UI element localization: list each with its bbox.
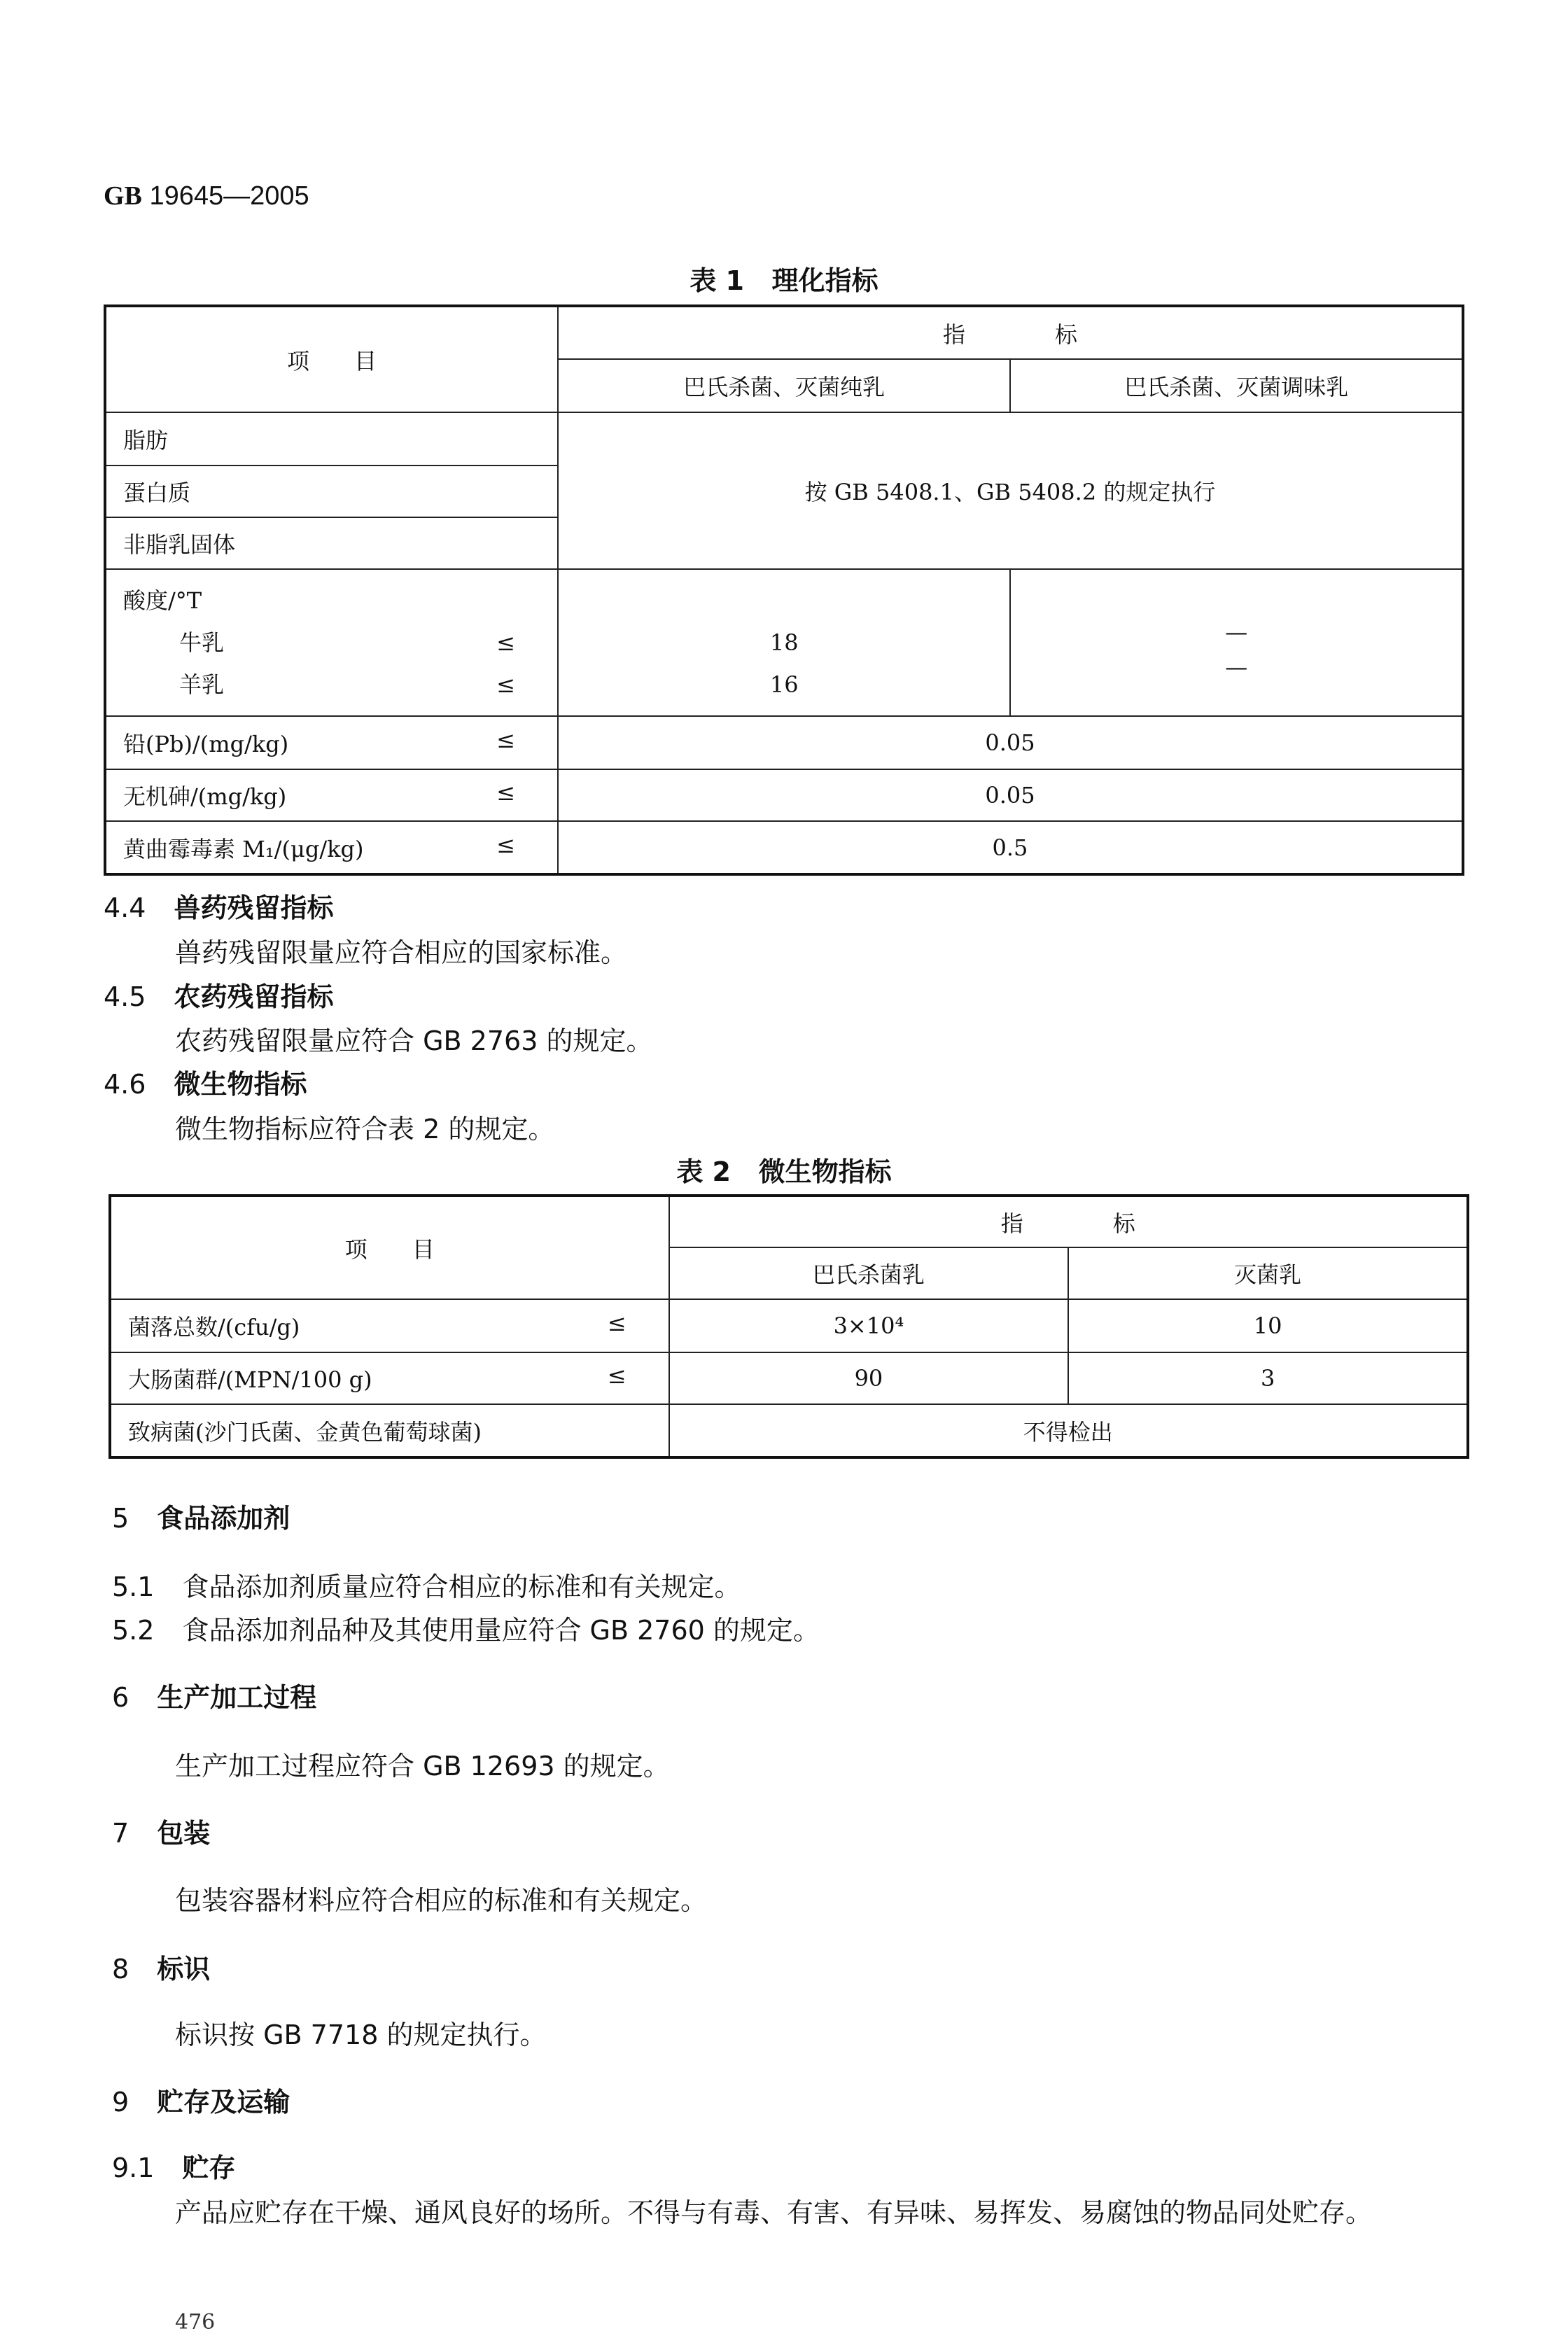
section-4-4-heading xyxy=(104,886,333,925)
colony-sterilized-value: 10 xyxy=(1068,1299,1468,1352)
section-4-6-heading xyxy=(104,1063,307,1101)
le-symbol: ≤ xyxy=(496,779,515,806)
page-number: 476 xyxy=(175,2310,216,2334)
standard-code: 19645—2005 xyxy=(149,181,309,211)
le-symbol: ≤ xyxy=(496,727,515,753)
le-symbol: ≤ xyxy=(496,629,515,656)
table2-header-item: 项 目 xyxy=(110,1196,669,1299)
section-title: 贮存及运输 xyxy=(157,2087,290,2118)
table2 xyxy=(108,1194,1469,1459)
goat-flavored-dash: — xyxy=(1225,654,1248,680)
table1-header-item: 项 目 xyxy=(105,306,558,412)
cow-value: 18 xyxy=(769,629,799,656)
table1-header-pure: 巴氏杀菌、灭菌纯乳 xyxy=(558,359,1011,412)
table1-row-fat: 脂肪 xyxy=(105,412,558,465)
colony-pasteurized-value: 3×10⁴ xyxy=(669,1299,1069,1352)
section-5-1 xyxy=(112,1565,741,1604)
lead-label: 铅(Pb)/(mg/kg) xyxy=(123,731,289,757)
section-4-4-text: 兽药残留限量应符合相应的国家标准。 xyxy=(175,937,628,968)
table1-row-arsenic xyxy=(105,769,558,821)
coliform-pasteurized-value: 90 xyxy=(669,1352,1069,1404)
section-8-heading xyxy=(112,1947,210,1986)
section-text: 食品添加剂品种及其使用量应符合 GB 2760 的规定。 xyxy=(182,1615,820,1646)
le-symbol: ≤ xyxy=(607,1362,626,1389)
table1-merged-requirement: 按 GB 5408.1、GB 5408.2 的规定执行 xyxy=(558,412,1463,569)
section-4-5-heading xyxy=(104,975,333,1014)
section-number: 4.5 xyxy=(104,981,146,1012)
section-number: 4.4 xyxy=(104,892,146,923)
table2-row-colony xyxy=(110,1299,669,1352)
table1-row-lead xyxy=(105,716,558,769)
table1-acidity-flavored xyxy=(1010,569,1463,716)
coliform-label: 大肠菌群/(MPN/100 g) xyxy=(128,1366,372,1393)
section-number: 4.6 xyxy=(104,1069,146,1100)
section-title: 生产加工过程 xyxy=(157,1682,317,1713)
section-title: 食品添加剂 xyxy=(157,1503,290,1534)
section-9-1-text: 产品应贮存在干燥、通风良好的场所。不得与有毒、有害、有异味、易挥发、易腐蚀的物品同处贮存。 xyxy=(175,2197,1373,2228)
table2-header-index: 指 标 xyxy=(669,1196,1468,1247)
lead-value: 0.05 xyxy=(558,716,1463,769)
arsenic-label: 无机砷/(mg/kg) xyxy=(123,783,287,810)
le-symbol: ≤ xyxy=(607,1310,626,1336)
section-4-5-text: 农药残留限量应符合 GB 2763 的规定。 xyxy=(175,1026,653,1056)
section-6-text: 生产加工过程应符合 GB 12693 的规定。 xyxy=(175,1751,670,1782)
table1-header-index: 指 标 xyxy=(558,306,1463,359)
table2-header-pasteurized: 巴氏杀菌乳 xyxy=(669,1247,1069,1299)
section-text: 食品添加剂质量应符合相应的标准和有关规定。 xyxy=(182,1572,741,1602)
section-number: 5.1 xyxy=(112,1572,155,1602)
table2-row-coliform xyxy=(110,1352,669,1404)
section-5-2 xyxy=(112,1609,820,1647)
goat-label: 羊乳 xyxy=(179,671,225,698)
table1-row-acidity xyxy=(105,569,558,716)
standard-header xyxy=(104,181,309,211)
table1 xyxy=(104,304,1464,876)
section-5-heading xyxy=(112,1497,290,1535)
section-number: 7 xyxy=(112,1818,130,1849)
section-number: 5 xyxy=(112,1503,130,1534)
le-symbol: ≤ xyxy=(496,671,515,698)
table1-acidity-pure xyxy=(558,569,1011,716)
table1-header-flavored: 巴氏杀菌、灭菌调味乳 xyxy=(1010,359,1463,412)
table1-caption: 表 1 理化指标 xyxy=(690,265,878,296)
pathogen-label: 致病菌(沙门氏菌、金黄色葡萄球菌) xyxy=(110,1404,669,1457)
section-9-1-heading xyxy=(112,2146,235,2185)
cow-flavored-dash: — xyxy=(1225,619,1248,645)
table1-row-nonfat: 非脂乳固体 xyxy=(105,517,558,569)
section-title: 微生物指标 xyxy=(174,1069,307,1100)
section-9-heading xyxy=(112,2080,290,2119)
section-number: 9.1 xyxy=(112,2152,155,2183)
table1-row-protein: 蛋白质 xyxy=(105,465,558,517)
acidity-label: 酸度/°T xyxy=(123,587,202,614)
goat-value: 16 xyxy=(769,671,799,698)
section-title: 标识 xyxy=(157,1954,211,1984)
section-number: 9 xyxy=(112,2087,130,2118)
section-7-text: 包装容器材料应符合相应的标准和有关规定。 xyxy=(175,1885,708,1916)
section-title: 贮存 xyxy=(182,2152,236,2183)
section-number: 5.2 xyxy=(112,1615,155,1646)
section-number: 8 xyxy=(112,1954,130,1984)
table2-caption: 表 2 微生物指标 xyxy=(676,1156,892,1187)
table1-row-aflatoxin xyxy=(105,821,558,874)
coliform-sterilized-value: 3 xyxy=(1068,1352,1468,1404)
colony-label: 菌落总数/(cfu/g) xyxy=(128,1314,300,1340)
section-8-text: 标识按 GB 7718 的规定执行。 xyxy=(175,2019,547,2050)
section-6-heading xyxy=(112,1676,316,1714)
le-symbol: ≤ xyxy=(496,831,515,858)
standard-prefix: GB xyxy=(104,181,142,211)
section-title: 包装 xyxy=(157,1818,211,1849)
cow-label: 牛乳 xyxy=(179,629,225,656)
aflatoxin-label: 黄曲霉毒素 M₁/(μg/kg) xyxy=(123,835,364,862)
section-title: 兽药残留指标 xyxy=(174,892,334,923)
aflatoxin-value: 0.5 xyxy=(558,821,1463,874)
section-number: 6 xyxy=(112,1682,130,1713)
section-7-heading xyxy=(112,1812,210,1850)
section-4-6-text: 微生物指标应符合表 2 的规定。 xyxy=(175,1114,555,1144)
section-title: 农药残留指标 xyxy=(174,981,334,1012)
table2-header-sterilized: 灭菌乳 xyxy=(1068,1247,1468,1299)
pathogen-value: 不得检出 xyxy=(669,1404,1468,1457)
arsenic-value: 0.05 xyxy=(558,769,1463,821)
